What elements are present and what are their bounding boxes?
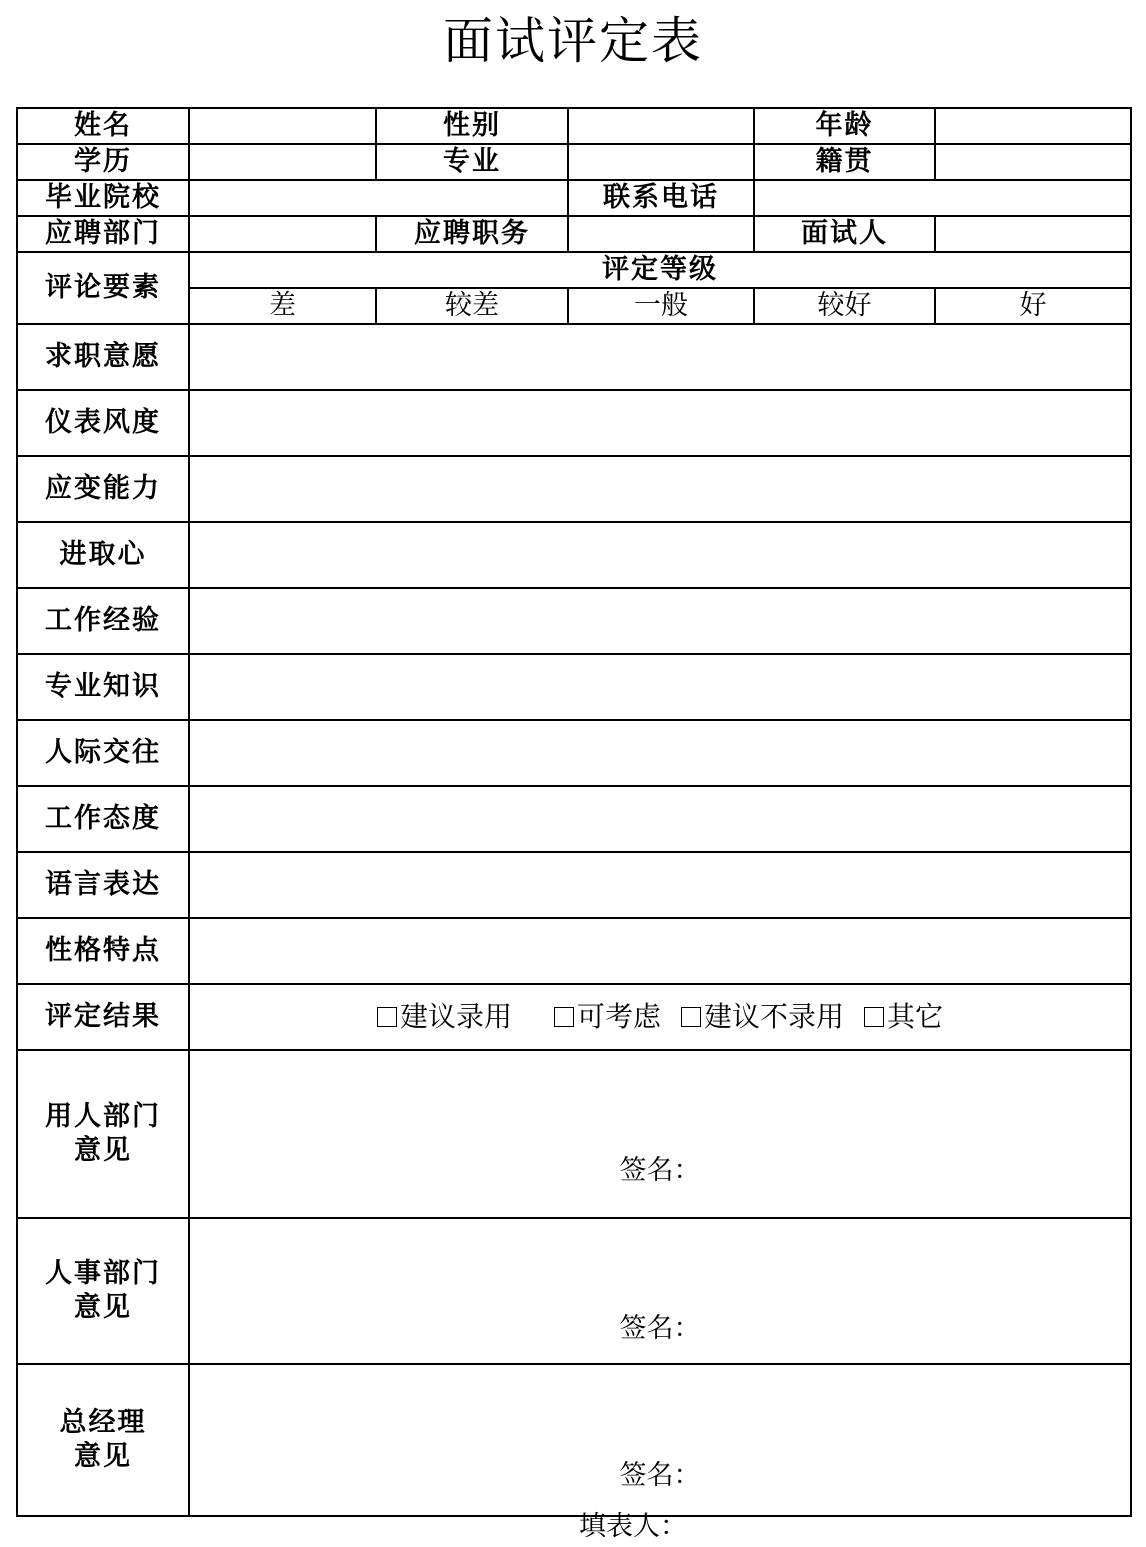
factor-label-cell: 仪表风度	[17, 390, 189, 456]
opinion-label-line2: 意见	[74, 1441, 132, 1472]
factor-label-cell: 性格特点	[17, 918, 189, 984]
factor-row	[17, 786, 1131, 852]
row-school	[17, 180, 1131, 216]
factor-rating-cell[interactable]	[189, 852, 1131, 918]
factor-row	[17, 390, 1131, 456]
result-label: 评定结果	[17, 984, 189, 1050]
factor-rating-cell[interactable]	[189, 390, 1131, 456]
grade-label: 评定等级	[189, 252, 1131, 288]
factor-rating-cell[interactable]	[189, 786, 1131, 852]
education-label: 学历	[17, 144, 189, 180]
opinion-label-line1: 用人部门	[45, 1101, 161, 1132]
hometown-label: 籍贯	[754, 144, 935, 180]
signature-label: 签名：	[619, 1155, 701, 1186]
gender-value-cell[interactable]	[568, 108, 754, 144]
opinion-row-general-manager	[17, 1364, 1131, 1516]
opinion-row-hiring-dept	[17, 1050, 1131, 1218]
factor-rating-cell[interactable]	[189, 918, 1131, 984]
factor-row	[17, 456, 1131, 522]
interviewer-label: 面试人	[754, 216, 935, 252]
factor-row	[17, 654, 1131, 720]
opinion-text-cell[interactable]	[189, 1050, 1131, 1218]
row-department	[17, 216, 1131, 252]
result-row	[17, 984, 1131, 1050]
age-label: 年龄	[754, 108, 935, 144]
name-value-cell[interactable]	[189, 108, 376, 144]
factor-label-cell: 进取心	[17, 522, 189, 588]
checkbox-icon[interactable]	[377, 1007, 397, 1027]
option-consider[interactable]	[554, 1000, 661, 1034]
row-education	[17, 144, 1131, 180]
opinion-label	[17, 1050, 189, 1218]
checkbox-icon[interactable]	[864, 1007, 884, 1027]
factor-label-cell: 工作经验	[17, 588, 189, 654]
factor-row	[17, 918, 1131, 984]
row-grade-header	[17, 252, 1131, 288]
factor-label-cell: 求职意愿	[17, 324, 189, 390]
factor-label-cell: 工作态度	[17, 786, 189, 852]
phone-value-cell[interactable]	[754, 180, 1131, 216]
major-value-cell[interactable]	[568, 144, 754, 180]
school-value-cell[interactable]	[189, 180, 568, 216]
education-value-cell[interactable]	[189, 144, 376, 180]
interviewer-value-cell[interactable]	[935, 216, 1131, 252]
factor-label-cell: 人际交往	[17, 720, 189, 786]
opinion-row-hr-dept	[17, 1218, 1131, 1364]
factor-label-cell: 专业知识	[17, 654, 189, 720]
factor-rating-cell[interactable]	[189, 456, 1131, 522]
opinion-label	[17, 1218, 189, 1364]
factor-label-cell: 应变能力	[17, 456, 189, 522]
option-not-recommend[interactable]	[681, 1000, 844, 1034]
hometown-value-cell[interactable]	[935, 144, 1131, 180]
page-title: 面试评定表	[443, 12, 703, 70]
opinion-text-cell[interactable]	[189, 1364, 1131, 1516]
opinion-text-cell[interactable]	[189, 1218, 1131, 1364]
department-value-cell[interactable]	[189, 216, 376, 252]
factor-label: 评论要素	[17, 252, 189, 324]
result-options	[189, 984, 1131, 1050]
factor-row	[17, 324, 1131, 390]
name-label: 姓名	[17, 108, 189, 144]
factor-row	[17, 522, 1131, 588]
row-name	[17, 108, 1131, 144]
interview-form-table	[16, 107, 1132, 1517]
checkbox-icon[interactable]	[554, 1007, 574, 1027]
opinion-label	[17, 1364, 189, 1516]
grade-good: 较好	[754, 288, 935, 324]
option-label: 可考虑	[576, 1000, 661, 1033]
department-label: 应聘部门	[17, 216, 189, 252]
opinion-label-line1: 总经理	[59, 1407, 147, 1438]
option-label: 建议录用	[399, 1000, 512, 1033]
factor-row	[17, 720, 1131, 786]
opinion-label-line2: 意见	[74, 1292, 132, 1323]
filler-label: 填表人：	[579, 1511, 687, 1542]
factor-rating-cell[interactable]	[189, 522, 1131, 588]
factor-row	[17, 588, 1131, 654]
factor-row	[17, 852, 1131, 918]
factor-rating-cell[interactable]	[189, 588, 1131, 654]
signature-label: 签名：	[619, 1460, 701, 1491]
grade-fair: 较差	[376, 288, 568, 324]
major-label: 专业	[376, 144, 568, 180]
option-recommend-hire[interactable]	[377, 1000, 512, 1034]
option-label: 其它	[887, 1000, 944, 1033]
school-label: 毕业院校	[17, 180, 189, 216]
checkbox-icon[interactable]	[681, 1007, 701, 1027]
opinion-label-line1: 人事部门	[45, 1258, 161, 1289]
grade-poor: 差	[189, 288, 376, 324]
phone-label: 联系电话	[568, 180, 754, 216]
factor-rating-cell[interactable]	[189, 720, 1131, 786]
position-value-cell[interactable]	[568, 216, 754, 252]
factor-rating-cell[interactable]	[189, 324, 1131, 390]
age-value-cell[interactable]	[935, 108, 1131, 144]
grade-average: 一般	[568, 288, 754, 324]
signature-label: 签名：	[619, 1313, 701, 1344]
option-label: 建议不录用	[704, 1000, 845, 1033]
position-label: 应聘职务	[376, 216, 568, 252]
grade-excellent: 好	[935, 288, 1131, 324]
factor-label-cell: 语言表达	[17, 852, 189, 918]
opinion-label-line2: 意见	[74, 1135, 132, 1166]
factor-rating-cell[interactable]	[189, 654, 1131, 720]
option-other[interactable]	[864, 1000, 943, 1034]
gender-label: 性别	[376, 108, 568, 144]
